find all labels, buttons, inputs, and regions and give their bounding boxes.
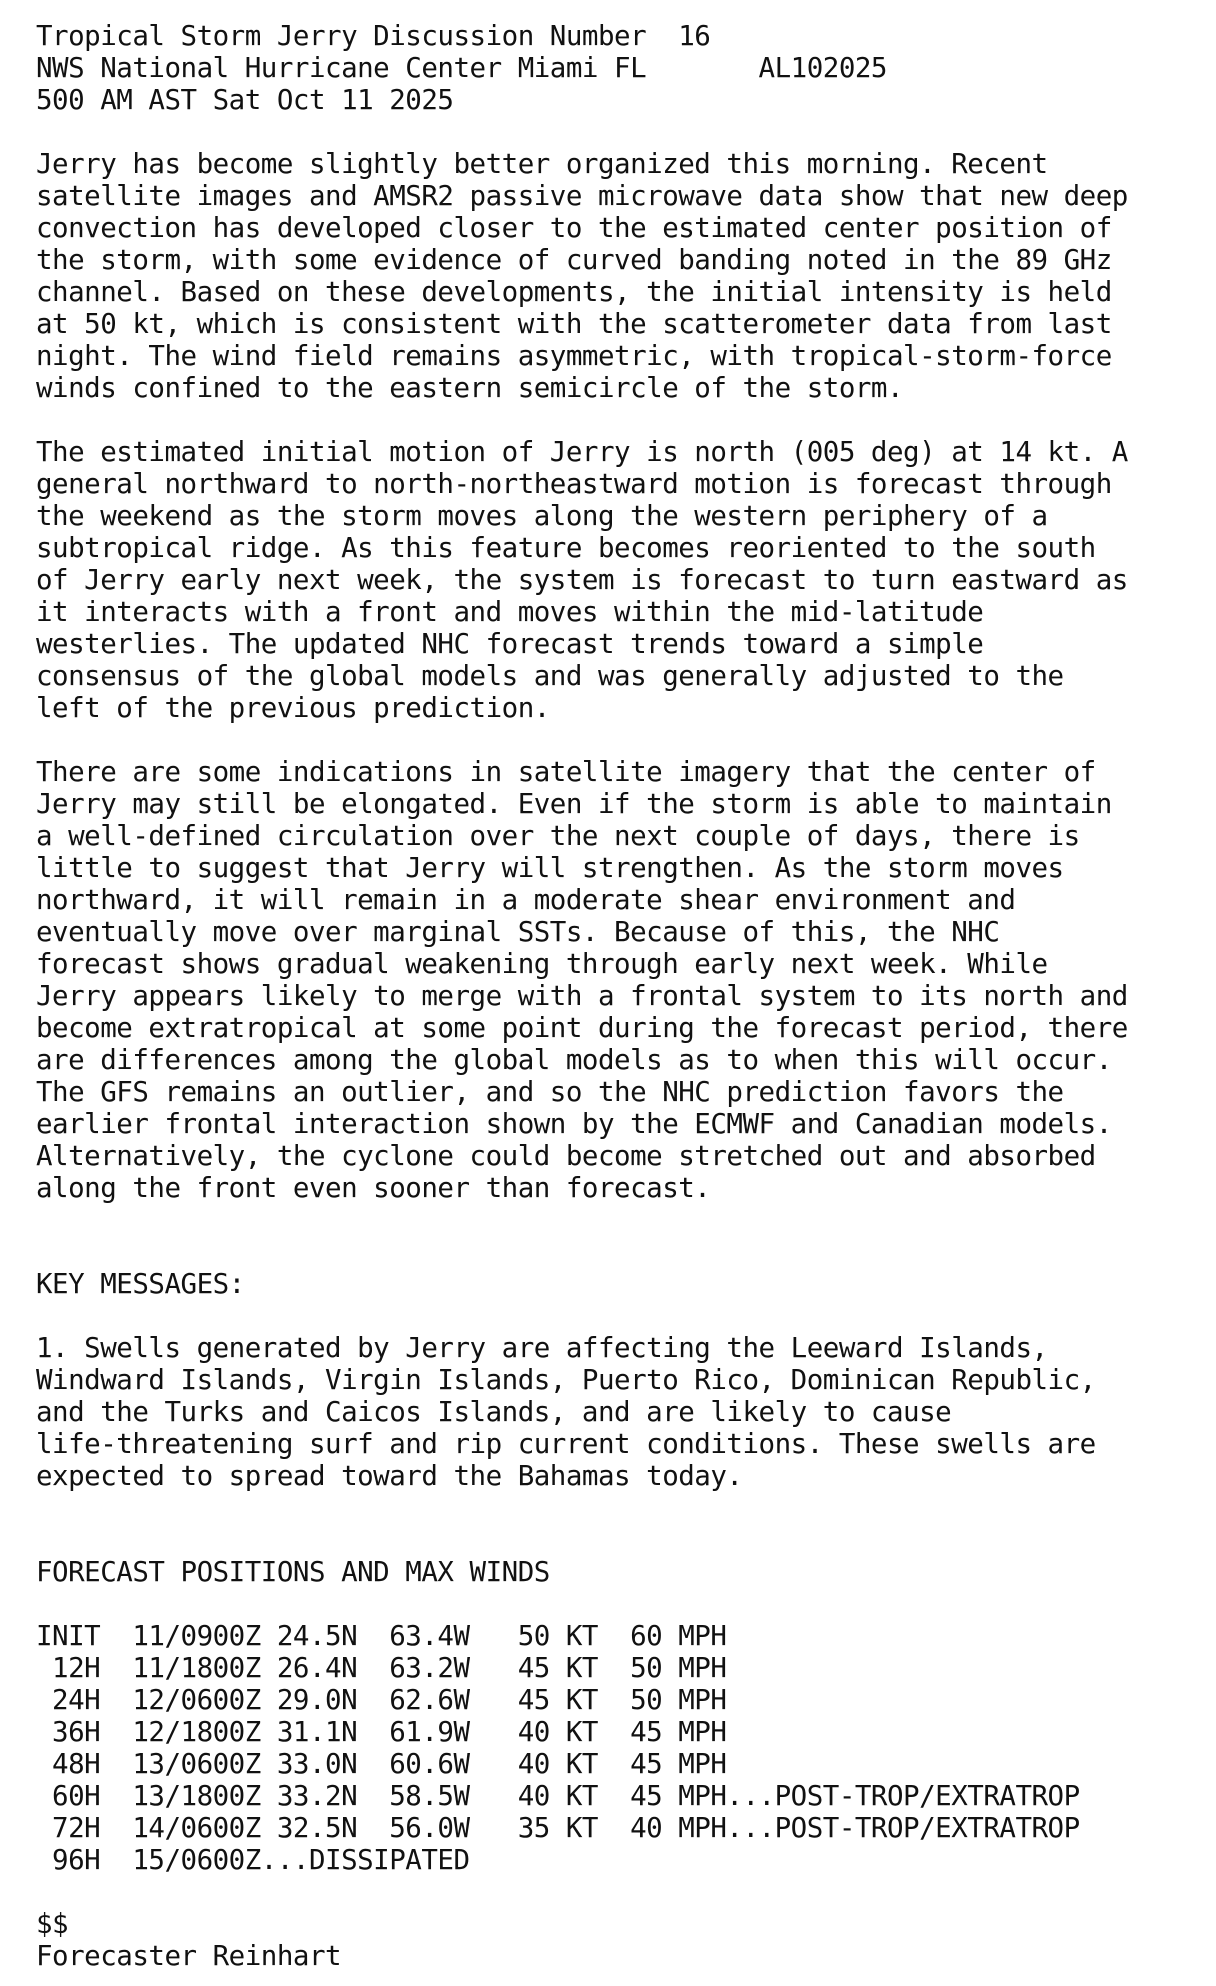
paragraph-2-line: the weekend as the storm moves along the western periphery of a: [36, 500, 1048, 532]
paragraph-1-line: at 50 kt, which is consistent with the scatterometer data from last: [36, 308, 1112, 340]
key-message-line: expected to spread toward the Bahamas today.: [36, 1460, 743, 1492]
paragraph-2-line: subtropical ridge. As this feature becomes reoriented to the south: [36, 532, 1096, 564]
key-messages-heading: KEY MESSAGES:: [36, 1268, 245, 1300]
blank-line: [36, 116, 1128, 148]
forecast-row-48h: 48H 13/0600Z 33.0N 60.6W 40 KT 45 MPH: [36, 1748, 727, 1780]
paragraph-2-line: general northward to north-northeastward motion is forecast through: [36, 468, 1112, 500]
forecast-row-12h: 12H 11/1800Z 26.4N 63.2W 45 KT 50 MPH: [36, 1652, 727, 1684]
key-message-line: and the Turks and Caicos Islands, and are likely to cause: [36, 1396, 952, 1428]
paragraph-3-line: forecast shows gradual weakening through early next week. While: [36, 948, 1048, 980]
blank-line: [36, 1236, 1128, 1268]
paragraph-2-line: consensus of the global models and was generally adjusted to the: [36, 660, 1064, 692]
header-title: Tropical Storm Jerry Discussion Number 16: [36, 20, 711, 52]
paragraph-1-line: satellite images and AMSR2 passive microwave data show that new deep: [36, 180, 1128, 212]
forecaster-signature: Forecaster Reinhart: [36, 1940, 342, 1972]
blank-line: [36, 1876, 1128, 1908]
forecast-row-96h: 96H 15/0600Z...DISSIPATED: [36, 1844, 470, 1876]
paragraph-2-line: it interacts with a front and moves within the mid-latitude: [36, 596, 984, 628]
key-message-line: life-threatening surf and rip current conditions. These swells are: [36, 1428, 1096, 1460]
paragraph-2-line: of Jerry early next week, the system is forecast to turn eastward as: [36, 564, 1128, 596]
paragraph-1-line: night. The wind field remains asymmetric, with tropical-storm-force: [36, 340, 1112, 372]
blank-line: [36, 1588, 1128, 1620]
paragraph-3-line: along the front even sooner than forecast.: [36, 1172, 711, 1204]
blank-line: [36, 1524, 1128, 1556]
key-message-line: Windward Islands, Virgin Islands, Puerto Rico, Dominican Republic,: [36, 1364, 1096, 1396]
paragraph-2-line: westerlies. The updated NHC forecast trends toward a simple: [36, 628, 984, 660]
discussion-text: [36, 20, 1128, 1972]
forecast-row-36h: 36H 12/1800Z 31.1N 61.9W 40 KT 45 MPH: [36, 1716, 727, 1748]
paragraph-1-line: the storm, with some evidence of curved banding noted in the 89 GHz: [36, 244, 1112, 276]
paragraph-3-line: become extratropical at some point during the forecast period, there: [36, 1012, 1128, 1044]
forecast-row-24h: 24H 12/0600Z 29.0N 62.6W 45 KT 50 MPH: [36, 1684, 727, 1716]
paragraph-3-line: Jerry may still be elongated. Even if the storm is able to maintain: [36, 788, 1112, 820]
header-datetime: 500 AM AST Sat Oct 11 2025: [36, 84, 454, 116]
paragraph-3-line: eventually move over marginal SSTs. Because of this, the NHC: [36, 916, 1000, 948]
forecast-heading: FORECAST POSITIONS AND MAX WINDS: [36, 1556, 550, 1588]
paragraph-3-line: are differences among the global models as to when this will occur.: [36, 1044, 1112, 1076]
paragraph-3-line: Jerry appears likely to merge with a frontal system to its north and: [36, 980, 1128, 1012]
header-office: NWS National Hurricane Center Miami FL AL102025: [36, 52, 887, 84]
paragraph-2-line: The estimated initial motion of Jerry is north (005 deg) at 14 kt. A: [36, 436, 1128, 468]
paragraph-3-line: The GFS remains an outlier, and so the NHC prediction favors the: [36, 1076, 1064, 1108]
paragraph-1-line: convection has developed closer to the estimated center position of: [36, 212, 1112, 244]
paragraph-3-line: a well-defined circulation over the next couple of days, there is: [36, 820, 1080, 852]
paragraph-2-line: left of the previous prediction.: [36, 692, 550, 724]
paragraph-3-line: little to suggest that Jerry will strengthen. As the storm moves: [36, 852, 1064, 884]
paragraph-1-line: winds confined to the eastern semicircle of the storm.: [36, 372, 904, 404]
forecast-row-72h: 72H 14/0600Z 32.5N 56.0W 35 KT 40 MPH...POST-TROP/EXTRATROP: [36, 1812, 1080, 1844]
paragraph-3-line: northward, it will remain in a moderate shear environment and: [36, 884, 1016, 916]
forecast-row-init: INIT 11/0900Z 24.5N 63.4W 50 KT 60 MPH: [36, 1620, 727, 1652]
blank-line: [36, 724, 1128, 756]
end-marker: $$: [36, 1908, 69, 1940]
paragraph-1-line: channel. Based on these developments, the initial intensity is held: [36, 276, 1112, 308]
blank-line: [36, 1204, 1128, 1236]
forecast-row-60h: 60H 13/1800Z 33.2N 58.5W 40 KT 45 MPH...POST-TROP/EXTRATROP: [36, 1780, 1080, 1812]
paragraph-3-line: earlier frontal interaction shown by the ECMWF and Canadian models.: [36, 1108, 1112, 1140]
blank-line: [36, 1492, 1128, 1524]
paragraph-1-line: Jerry has become slightly better organized this morning. Recent: [36, 148, 1048, 180]
key-message-line: 1. Swells generated by Jerry are affecting the Leeward Islands,: [36, 1332, 1048, 1364]
paragraph-3-line: There are some indications in satellite imagery that the center of: [36, 756, 1096, 788]
blank-line: [36, 404, 1128, 436]
blank-line: [36, 1300, 1128, 1332]
paragraph-3-line: Alternatively, the cyclone could become stretched out and absorbed: [36, 1140, 1096, 1172]
